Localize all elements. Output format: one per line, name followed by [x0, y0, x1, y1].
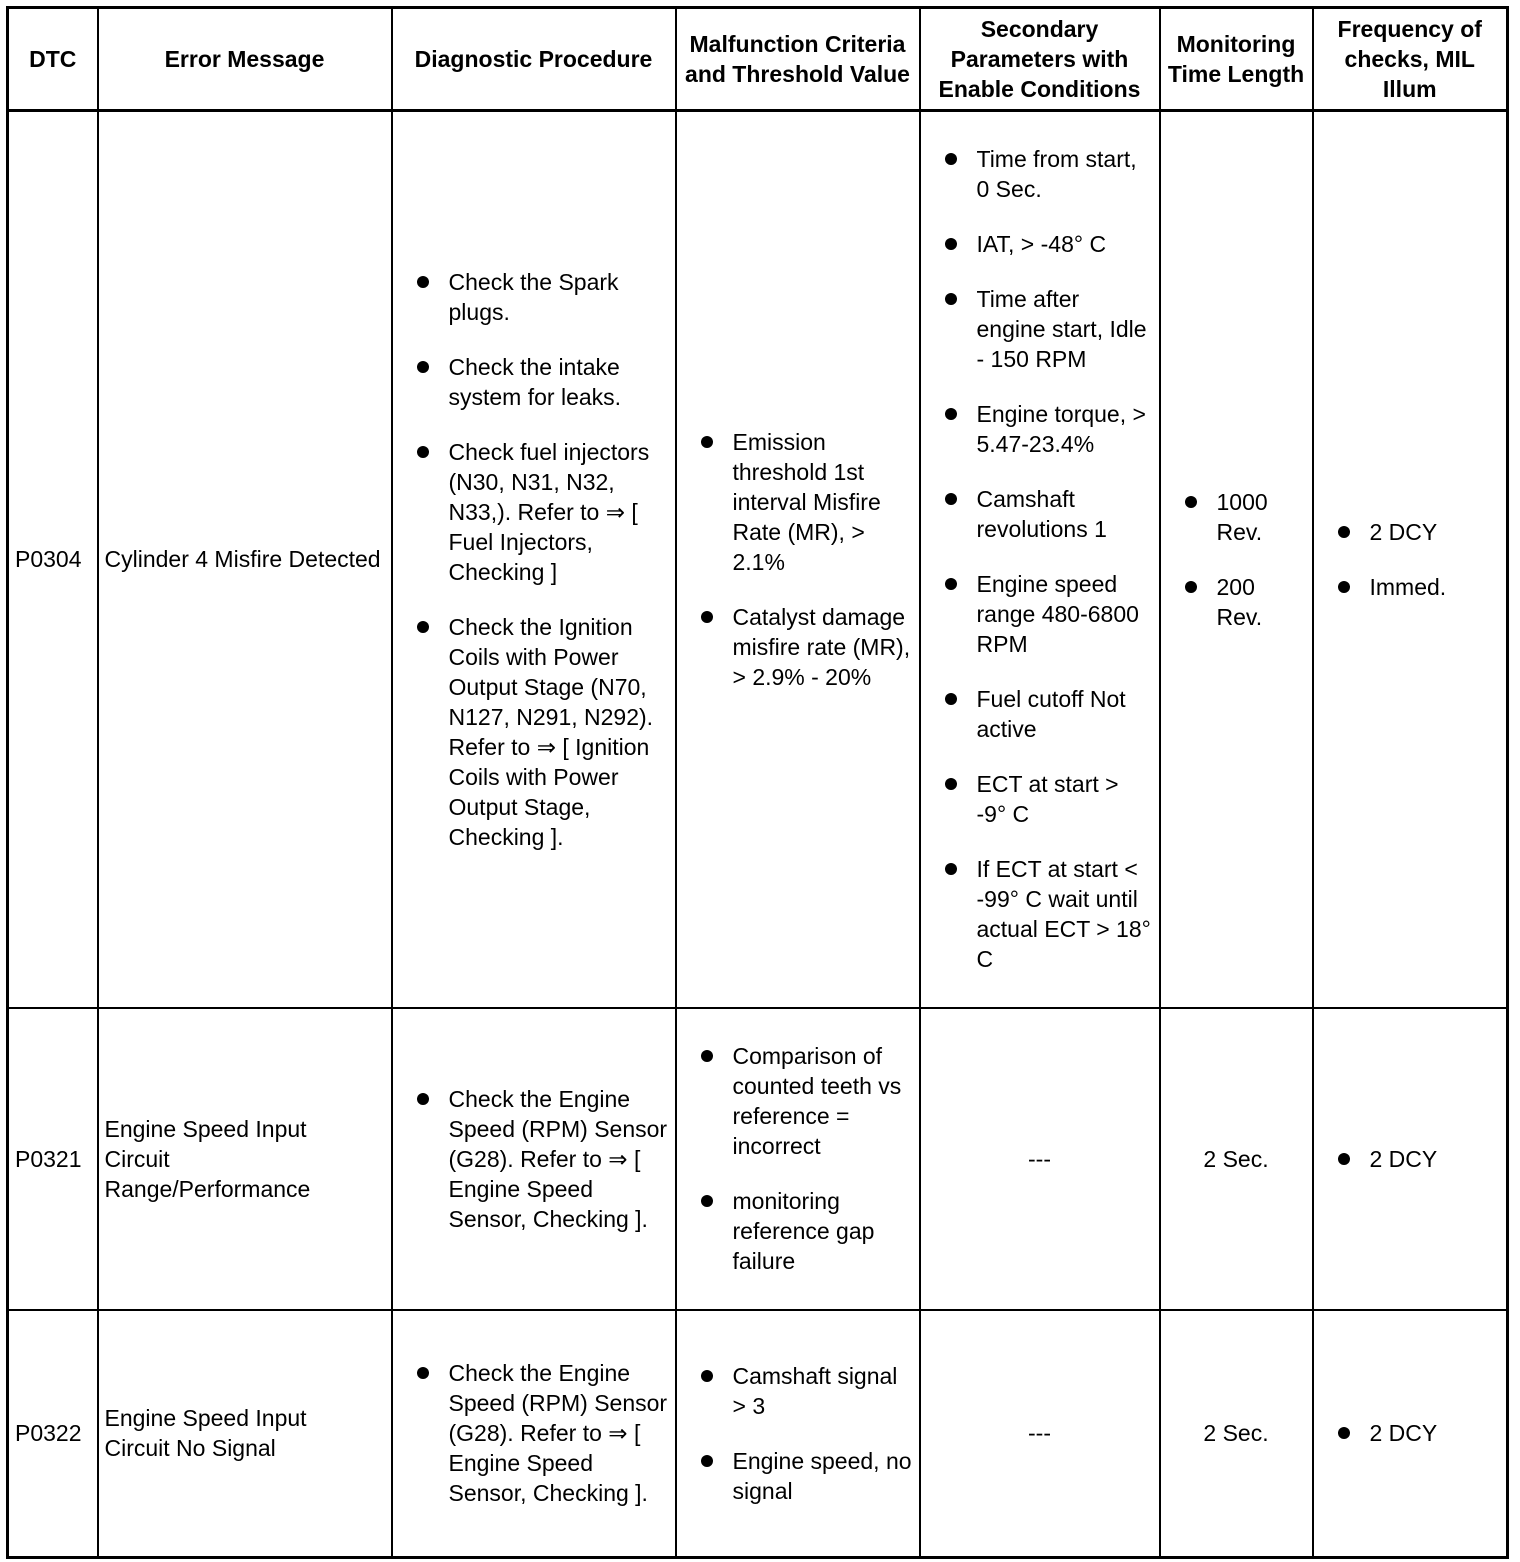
list-item: 1000 Rev. — [1161, 487, 1312, 547]
list-item: monitoring reference gap failure — [677, 1186, 919, 1276]
secondary-parameters: --- — [920, 1008, 1160, 1310]
diagnostic-procedure — [392, 1310, 676, 1558]
list-item: Time after engine start, Idle - 150 RPM — [921, 284, 1159, 374]
header-monitoring-time: Monitoring Time Length — [1160, 8, 1313, 111]
malfunction-criteria — [676, 1310, 920, 1558]
header-row — [8, 8, 1508, 111]
list-item: 2 DCY — [1314, 517, 1507, 547]
header-secondary-parameters: Secondary Parameters with Enable Conditions — [920, 8, 1160, 111]
header-diagnostic-procedure: Diagnostic Procedure — [392, 8, 676, 111]
list-item: 2 DCY — [1314, 1144, 1507, 1174]
monitoring-time: 2 Sec. — [1160, 1310, 1313, 1558]
list-item: ECT at start > -9° C — [921, 769, 1159, 829]
list-item: Camshaft signal > 3 — [677, 1361, 919, 1421]
list-item: Check fuel injectors (N30, N31, N32, N33,). Refer to ⇒ [ Fuel Injectors, Checking ] — [393, 437, 675, 587]
secondary-parameters: --- — [920, 1310, 1160, 1558]
list-item: Check the intake system for leaks. — [393, 352, 675, 412]
list-item: Engine speed, no signal — [677, 1446, 919, 1506]
list-item: Check the Spark plugs. — [393, 267, 675, 327]
list-item: 200 Rev. — [1161, 572, 1312, 632]
header-error-message: Error Message — [98, 8, 392, 111]
dtc-code: P0322 — [8, 1310, 98, 1558]
list-item: Time from start, 0 Sec. — [921, 144, 1159, 204]
monitoring-time: 2 Sec. — [1160, 1008, 1313, 1310]
list-item: Camshaft revolutions 1 — [921, 484, 1159, 544]
list-item: IAT, > -48° C — [921, 229, 1159, 259]
secondary-parameters — [920, 111, 1160, 1008]
list-item: Comparison of counted teeth vs reference = incorrect — [677, 1041, 919, 1161]
frequency-mil — [1313, 1008, 1508, 1310]
table-row — [8, 111, 1508, 1008]
table-row — [8, 1008, 1508, 1310]
error-message — [98, 1310, 392, 1558]
dtc-code: P0304 — [8, 111, 98, 1008]
header-frequency: Frequency of checks, MIL Illum — [1313, 8, 1508, 111]
list-item: Check the Ignition Coils with Power Output Stage (N70, N127, N291, N292). Refer to ⇒ [ Ignition Coils with Power Output Stage, Checking ]. — [393, 612, 675, 852]
header-malfunction-criteria: Malfunction Criteria and Threshold Value — [676, 8, 920, 111]
monitoring-time — [1160, 111, 1313, 1008]
malfunction-criteria — [676, 111, 920, 1008]
list-item: Immed. — [1314, 572, 1507, 602]
list-item: Catalyst damage misfire rate (MR), > 2.9% - 20% — [677, 602, 919, 692]
list-item: Emission threshold 1st interval Misfire Rate (MR), > 2.1% — [677, 427, 919, 577]
dtc-table — [6, 6, 1509, 1559]
list-item: Check the Engine Speed (RPM) Sensor (G28). Refer to ⇒ [ Engine Speed Sensor, Checking ]. — [393, 1358, 675, 1508]
error-message: Cylinder 4 Misfire Detected — [98, 111, 392, 1008]
header-dtc: DTC — [8, 8, 98, 111]
frequency-mil — [1313, 111, 1508, 1008]
list-item: 2 DCY — [1314, 1418, 1507, 1448]
error-message-text: Engine Speed Input Circuit Range/Performance — [104, 1115, 311, 1202]
dtc-code: P0321 — [8, 1008, 98, 1310]
malfunction-criteria — [676, 1008, 920, 1310]
list-item: Fuel cutoff Not active — [921, 684, 1159, 744]
list-item: Check the Engine Speed (RPM) Sensor (G28). Refer to ⇒ [ Engine Speed Sensor, Checking ]. — [393, 1084, 675, 1234]
list-item: If ECT at start < -99° C wait until actual ECT > 18° C — [921, 854, 1159, 974]
error-message-text: Engine Speed Input Circuit No Signal — [104, 1405, 307, 1462]
error-message — [98, 1008, 392, 1310]
table-row — [8, 1310, 1508, 1558]
diagnostic-procedure — [392, 1008, 676, 1310]
list-item: Engine speed range 480-6800 RPM — [921, 569, 1159, 659]
diagnostic-procedure — [392, 111, 676, 1008]
frequency-mil — [1313, 1310, 1508, 1558]
list-item: Engine torque, > 5.47-23.4% — [921, 399, 1159, 459]
